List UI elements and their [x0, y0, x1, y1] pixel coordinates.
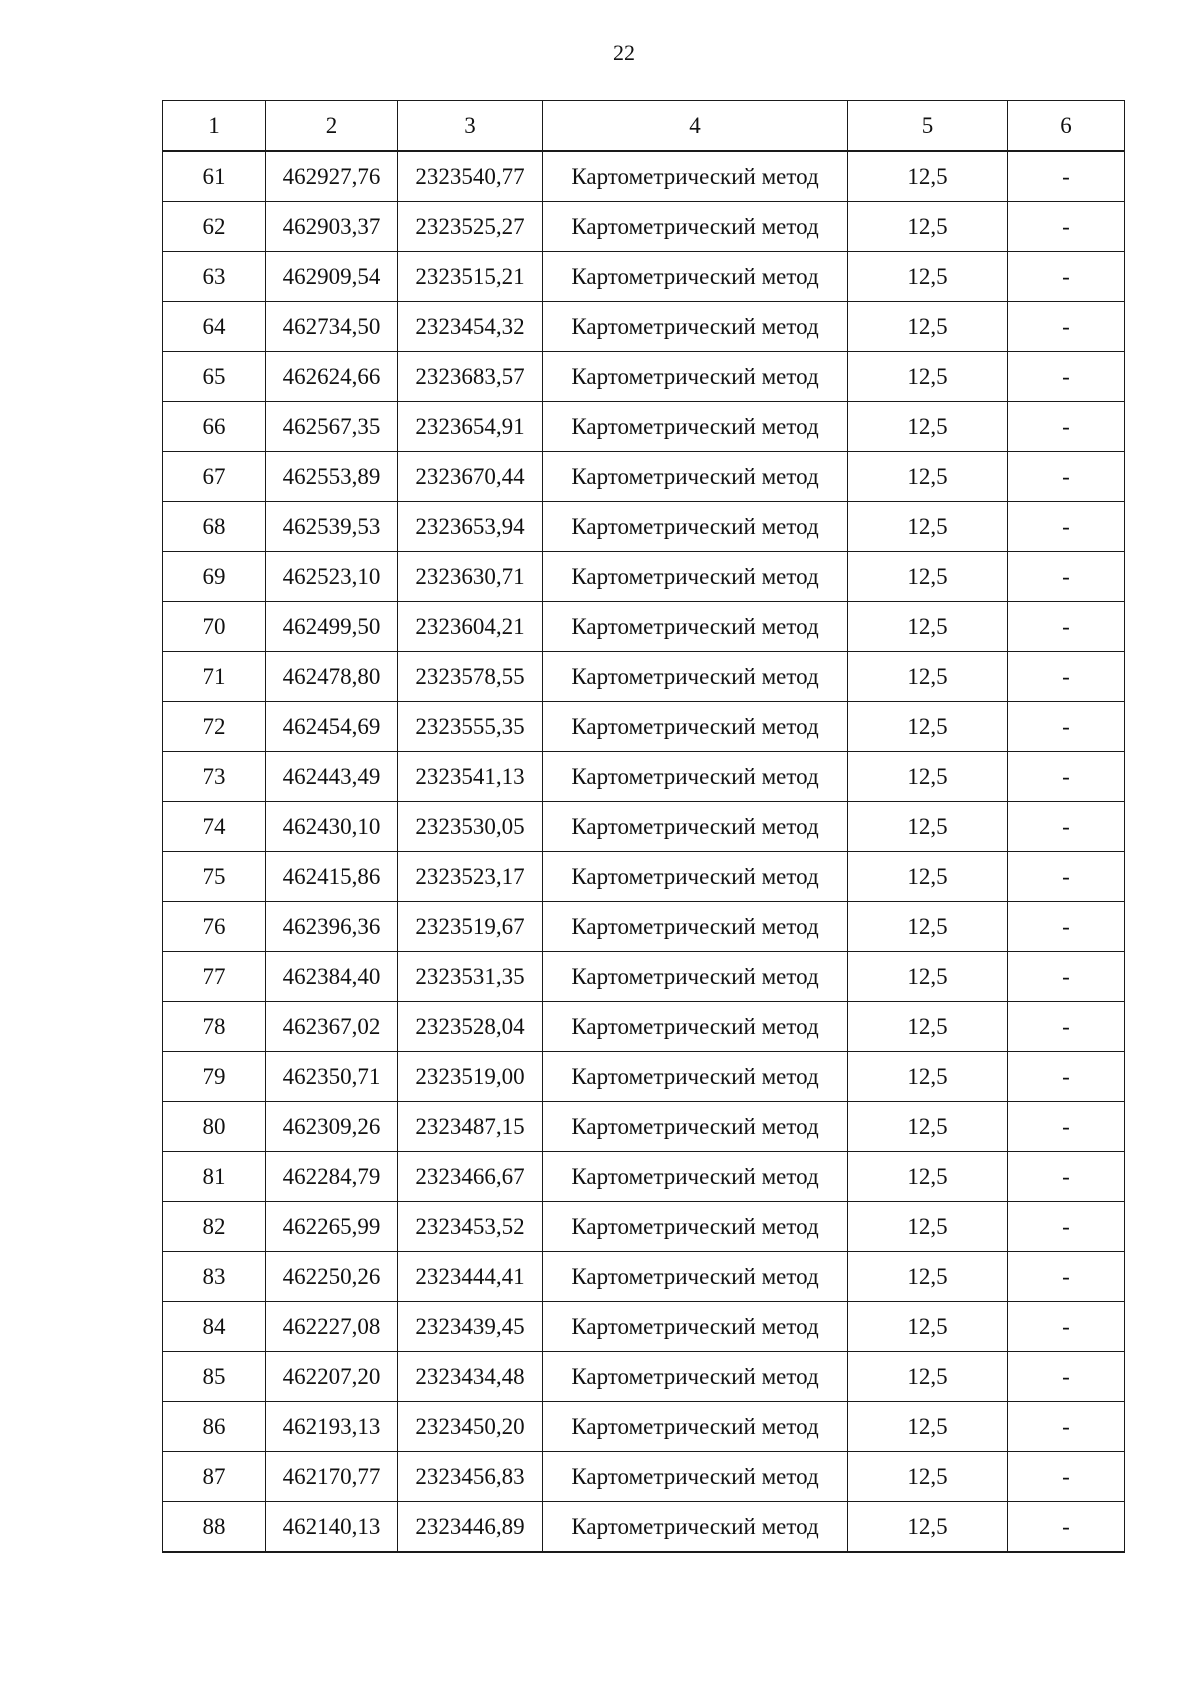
accuracy-cell: 12,5	[848, 552, 1008, 602]
point-number-cell: 78	[163, 1002, 266, 1052]
y-coordinate-cell: 2323653,94	[398, 502, 543, 552]
point-number-cell: 77	[163, 952, 266, 1002]
note-cell: -	[1008, 302, 1125, 352]
point-number-cell: 85	[163, 1352, 266, 1402]
point-number-cell: 63	[163, 252, 266, 302]
table-header-row	[163, 101, 1125, 152]
accuracy-cell: 12,5	[848, 1352, 1008, 1402]
method-cell: Картометрический метод	[543, 1252, 848, 1302]
method-cell: Картометрический метод	[543, 1102, 848, 1152]
table-row	[163, 151, 1125, 202]
y-coordinate-cell: 2323525,27	[398, 202, 543, 252]
method-cell: Картометрический метод	[543, 652, 848, 702]
header-cell: 3	[398, 101, 543, 152]
point-number-cell: 69	[163, 552, 266, 602]
note-cell: -	[1008, 151, 1125, 202]
accuracy-cell: 12,5	[848, 902, 1008, 952]
note-cell: -	[1008, 252, 1125, 302]
point-number-cell: 79	[163, 1052, 266, 1102]
accuracy-cell: 12,5	[848, 1452, 1008, 1502]
point-number-cell: 76	[163, 902, 266, 952]
table-row	[163, 552, 1125, 602]
x-coordinate-cell: 462499,50	[266, 602, 398, 652]
y-coordinate-cell: 2323454,32	[398, 302, 543, 352]
accuracy-cell: 12,5	[848, 802, 1008, 852]
accuracy-cell: 12,5	[848, 202, 1008, 252]
header-cell: 2	[266, 101, 398, 152]
accuracy-cell: 12,5	[848, 602, 1008, 652]
y-coordinate-cell: 2323555,35	[398, 702, 543, 752]
table-row	[163, 652, 1125, 702]
table-row	[163, 1302, 1125, 1352]
table-row	[163, 1352, 1125, 1402]
x-coordinate-cell: 462140,13	[266, 1502, 398, 1553]
y-coordinate-cell: 2323444,41	[398, 1252, 543, 1302]
note-cell: -	[1008, 1052, 1125, 1102]
point-number-cell: 74	[163, 802, 266, 852]
accuracy-cell: 12,5	[848, 1502, 1008, 1553]
note-cell: -	[1008, 552, 1125, 602]
accuracy-cell: 12,5	[848, 702, 1008, 752]
table-row	[163, 252, 1125, 302]
method-cell: Картометрический метод	[543, 202, 848, 252]
table-row	[163, 802, 1125, 852]
y-coordinate-cell: 2323450,20	[398, 1402, 543, 1452]
point-number-cell: 73	[163, 752, 266, 802]
method-cell: Картометрический метод	[543, 802, 848, 852]
y-coordinate-cell: 2323456,83	[398, 1452, 543, 1502]
y-coordinate-cell: 2323487,15	[398, 1102, 543, 1152]
note-cell: -	[1008, 1402, 1125, 1452]
x-coordinate-cell: 462443,49	[266, 752, 398, 802]
note-cell: -	[1008, 702, 1125, 752]
accuracy-cell: 12,5	[848, 1252, 1008, 1302]
x-coordinate-cell: 462309,26	[266, 1102, 398, 1152]
table-row	[163, 952, 1125, 1002]
note-cell: -	[1008, 902, 1125, 952]
y-coordinate-cell: 2323528,04	[398, 1002, 543, 1052]
note-cell: -	[1008, 1002, 1125, 1052]
table-row	[163, 902, 1125, 952]
point-number-cell: 82	[163, 1202, 266, 1252]
y-coordinate-cell: 2323439,45	[398, 1302, 543, 1352]
y-coordinate-cell: 2323434,48	[398, 1352, 543, 1402]
accuracy-cell: 12,5	[848, 652, 1008, 702]
x-coordinate-cell: 462553,89	[266, 452, 398, 502]
note-cell: -	[1008, 1102, 1125, 1152]
note-cell: -	[1008, 1352, 1125, 1402]
x-coordinate-cell: 462909,54	[266, 252, 398, 302]
method-cell: Картометрический метод	[543, 402, 848, 452]
y-coordinate-cell: 2323531,35	[398, 952, 543, 1002]
y-coordinate-cell: 2323540,77	[398, 151, 543, 202]
accuracy-cell: 12,5	[848, 952, 1008, 1002]
x-coordinate-cell: 462284,79	[266, 1152, 398, 1202]
table-row	[163, 502, 1125, 552]
page-number: 22	[613, 40, 635, 65]
header-cell: 4	[543, 101, 848, 152]
method-cell: Картометрический метод	[543, 1452, 848, 1502]
y-coordinate-cell: 2323515,21	[398, 252, 543, 302]
header-cell: 1	[163, 101, 266, 152]
x-coordinate-cell: 462384,40	[266, 952, 398, 1002]
accuracy-cell: 12,5	[848, 1152, 1008, 1202]
x-coordinate-cell: 462734,50	[266, 302, 398, 352]
accuracy-cell: 12,5	[848, 151, 1008, 202]
point-number-cell: 87	[163, 1452, 266, 1502]
table-row	[163, 1102, 1125, 1152]
point-number-cell: 84	[163, 1302, 266, 1352]
point-number-cell: 70	[163, 602, 266, 652]
point-number-cell: 68	[163, 502, 266, 552]
table-body	[163, 151, 1125, 1552]
method-cell: Картометрический метод	[543, 1502, 848, 1553]
method-cell: Картометрический метод	[543, 552, 848, 602]
point-number-cell: 65	[163, 352, 266, 402]
y-coordinate-cell: 2323453,52	[398, 1202, 543, 1252]
point-number-cell: 80	[163, 1102, 266, 1152]
method-cell: Картометрический метод	[543, 1352, 848, 1402]
accuracy-cell: 12,5	[848, 452, 1008, 502]
method-cell: Картометрический метод	[543, 952, 848, 1002]
method-cell: Картометрический метод	[543, 1002, 848, 1052]
y-coordinate-cell: 2323530,05	[398, 802, 543, 852]
y-coordinate-cell: 2323670,44	[398, 452, 543, 502]
table-row	[163, 352, 1125, 402]
point-number-cell: 62	[163, 202, 266, 252]
x-coordinate-cell: 462430,10	[266, 802, 398, 852]
accuracy-cell: 12,5	[848, 1002, 1008, 1052]
accuracy-cell: 12,5	[848, 252, 1008, 302]
note-cell: -	[1008, 1502, 1125, 1553]
accuracy-cell: 12,5	[848, 1052, 1008, 1102]
accuracy-cell: 12,5	[848, 752, 1008, 802]
x-coordinate-cell: 462903,37	[266, 202, 398, 252]
method-cell: Картометрический метод	[543, 602, 848, 652]
point-number-cell: 83	[163, 1252, 266, 1302]
method-cell: Картометрический метод	[543, 452, 848, 502]
y-coordinate-cell: 2323541,13	[398, 752, 543, 802]
method-cell: Картометрический метод	[543, 1402, 848, 1452]
table-row	[163, 1502, 1125, 1553]
table-row	[163, 1002, 1125, 1052]
x-coordinate-cell: 462567,35	[266, 402, 398, 452]
note-cell: -	[1008, 452, 1125, 502]
y-coordinate-cell: 2323578,55	[398, 652, 543, 702]
table-row	[163, 1202, 1125, 1252]
accuracy-cell: 12,5	[848, 352, 1008, 402]
accuracy-cell: 12,5	[848, 1302, 1008, 1352]
note-cell: -	[1008, 652, 1125, 702]
note-cell: -	[1008, 1202, 1125, 1252]
method-cell: Картометрический метод	[543, 702, 848, 752]
point-number-cell: 72	[163, 702, 266, 752]
method-cell: Картометрический метод	[543, 1052, 848, 1102]
note-cell: -	[1008, 352, 1125, 402]
table-row	[163, 1152, 1125, 1202]
table-row	[163, 452, 1125, 502]
x-coordinate-cell: 462396,36	[266, 902, 398, 952]
method-cell: Картометрический метод	[543, 352, 848, 402]
accuracy-cell: 12,5	[848, 402, 1008, 452]
method-cell: Картометрический метод	[543, 1302, 848, 1352]
x-coordinate-cell: 462539,53	[266, 502, 398, 552]
note-cell: -	[1008, 752, 1125, 802]
x-coordinate-cell: 462927,76	[266, 151, 398, 202]
note-cell: -	[1008, 1252, 1125, 1302]
x-coordinate-cell: 462265,99	[266, 1202, 398, 1252]
y-coordinate-cell: 2323466,67	[398, 1152, 543, 1202]
table-row	[163, 602, 1125, 652]
note-cell: -	[1008, 202, 1125, 252]
y-coordinate-cell: 2323630,71	[398, 552, 543, 602]
table-row	[163, 1452, 1125, 1502]
x-coordinate-cell: 462170,77	[266, 1452, 398, 1502]
point-number-cell: 81	[163, 1152, 266, 1202]
accuracy-cell: 12,5	[848, 1402, 1008, 1452]
method-cell: Картометрический метод	[543, 1152, 848, 1202]
x-coordinate-cell: 462193,13	[266, 1402, 398, 1452]
point-number-cell: 67	[163, 452, 266, 502]
note-cell: -	[1008, 502, 1125, 552]
point-number-cell: 66	[163, 402, 266, 452]
point-number-cell: 64	[163, 302, 266, 352]
note-cell: -	[1008, 1452, 1125, 1502]
y-coordinate-cell: 2323604,21	[398, 602, 543, 652]
note-cell: -	[1008, 1302, 1125, 1352]
table-row	[163, 302, 1125, 352]
point-number-cell: 75	[163, 852, 266, 902]
note-cell: -	[1008, 852, 1125, 902]
note-cell: -	[1008, 802, 1125, 852]
x-coordinate-cell: 462478,80	[266, 652, 398, 702]
y-coordinate-cell: 2323683,57	[398, 352, 543, 402]
point-number-cell: 71	[163, 652, 266, 702]
header-cell: 6	[1008, 101, 1125, 152]
x-coordinate-cell: 462227,08	[266, 1302, 398, 1352]
y-coordinate-cell: 2323654,91	[398, 402, 543, 452]
method-cell: Картометрический метод	[543, 852, 848, 902]
accuracy-cell: 12,5	[848, 1102, 1008, 1152]
y-coordinate-cell: 2323523,17	[398, 852, 543, 902]
accuracy-cell: 12,5	[848, 852, 1008, 902]
method-cell: Картометрический метод	[543, 1202, 848, 1252]
method-cell: Картометрический метод	[543, 151, 848, 202]
table-row	[163, 202, 1125, 252]
point-number-cell: 88	[163, 1502, 266, 1553]
table-row	[163, 1402, 1125, 1452]
x-coordinate-cell: 462415,86	[266, 852, 398, 902]
y-coordinate-cell: 2323519,67	[398, 902, 543, 952]
accuracy-cell: 12,5	[848, 1202, 1008, 1252]
point-number-cell: 61	[163, 151, 266, 202]
coordinates-table	[162, 100, 1125, 1553]
note-cell: -	[1008, 952, 1125, 1002]
method-cell: Картометрический метод	[543, 502, 848, 552]
y-coordinate-cell: 2323446,89	[398, 1502, 543, 1553]
method-cell: Картометрический метод	[543, 252, 848, 302]
x-coordinate-cell: 462207,20	[266, 1352, 398, 1402]
note-cell: -	[1008, 1152, 1125, 1202]
table-row	[163, 852, 1125, 902]
table-row	[163, 402, 1125, 452]
note-cell: -	[1008, 602, 1125, 652]
accuracy-cell: 12,5	[848, 302, 1008, 352]
x-coordinate-cell: 462454,69	[266, 702, 398, 752]
x-coordinate-cell: 462624,66	[266, 352, 398, 402]
method-cell: Картометрический метод	[543, 752, 848, 802]
point-number-cell: 86	[163, 1402, 266, 1452]
x-coordinate-cell: 462250,26	[266, 1252, 398, 1302]
header-cell: 5	[848, 101, 1008, 152]
method-cell: Картометрический метод	[543, 302, 848, 352]
note-cell: -	[1008, 402, 1125, 452]
y-coordinate-cell: 2323519,00	[398, 1052, 543, 1102]
x-coordinate-cell: 462367,02	[266, 1002, 398, 1052]
x-coordinate-cell: 462523,10	[266, 552, 398, 602]
table-row	[163, 702, 1125, 752]
method-cell: Картометрический метод	[543, 902, 848, 952]
x-coordinate-cell: 462350,71	[266, 1052, 398, 1102]
table-row	[163, 1052, 1125, 1102]
table-row	[163, 1252, 1125, 1302]
table-row	[163, 752, 1125, 802]
accuracy-cell: 12,5	[848, 502, 1008, 552]
